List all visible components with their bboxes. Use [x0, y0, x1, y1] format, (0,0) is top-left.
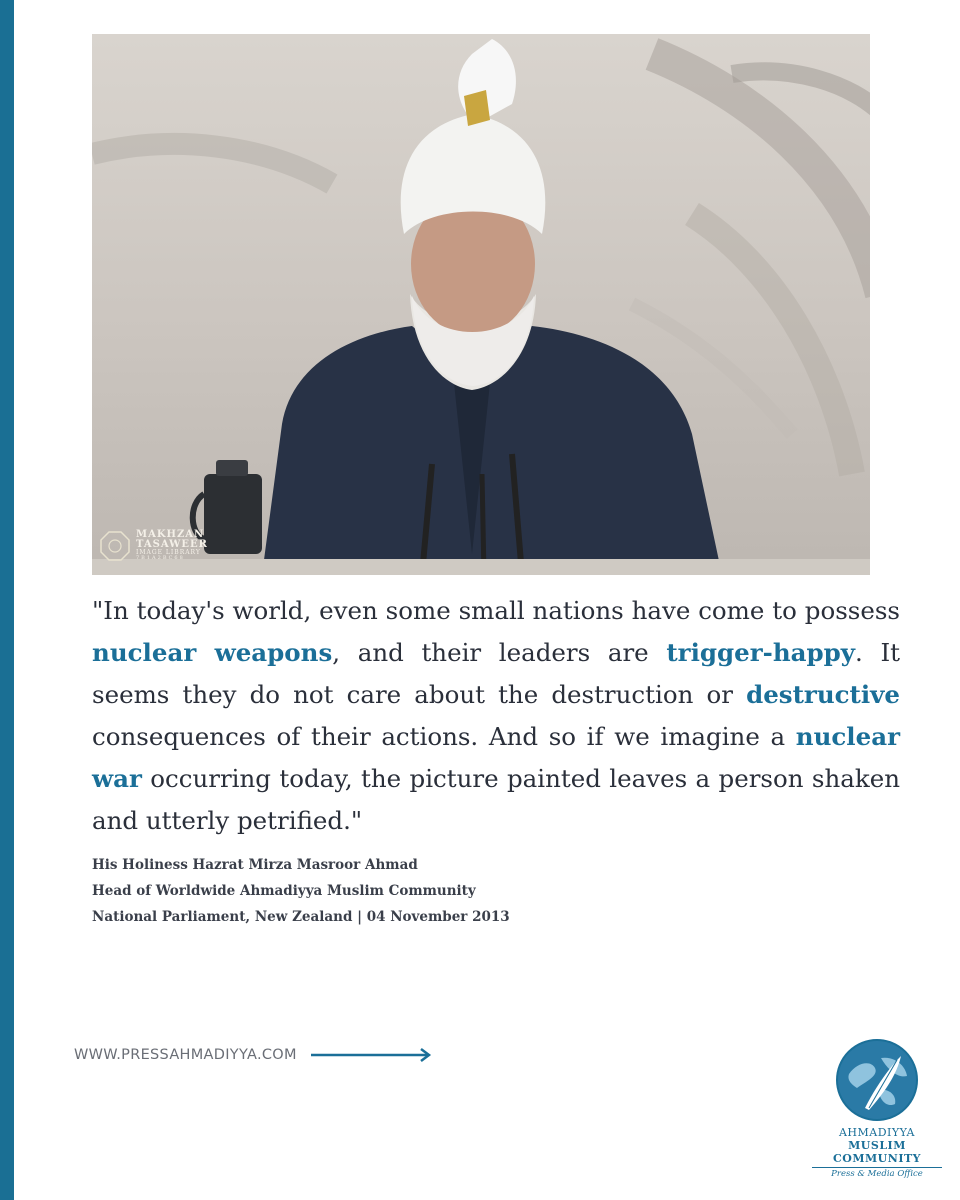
watermark-line2: TASAWEER: [136, 539, 208, 550]
quote-highlight-destructive: destructive: [746, 680, 900, 709]
quote-highlight-trigger-happy: trigger-happy: [666, 638, 856, 667]
logo-line2: MUSLIM COMMUNITY: [812, 1139, 942, 1168]
quote-highlight-nuclear-war: nuclear war: [92, 722, 900, 793]
octagon-emblem-icon: [100, 531, 130, 561]
website-link[interactable]: WWW.PRESSAHMADIYYA.COM: [74, 1047, 297, 1063]
attribution: [92, 852, 510, 930]
watermark-line4: 7B1A2BC68: [136, 555, 185, 561]
logo-line3: Press & Media Office: [831, 1169, 923, 1179]
quote-text: [92, 590, 900, 842]
community-logo: [812, 1038, 942, 1181]
logo-line1: AHMADIYYA: [838, 1126, 916, 1139]
speaker-photo: [92, 34, 870, 575]
arrow-right-icon: [311, 1047, 433, 1063]
event-info: National Parliament, New Zealand | 04 November 2013: [92, 909, 510, 925]
quote-seg1: "In today's world, even some small nations have come to possess: [92, 596, 900, 625]
watermark-line3: IMAGE LIBRARY: [136, 549, 201, 556]
image-library-watermark: [100, 530, 208, 561]
website-row: [74, 1043, 433, 1067]
quote-highlight-nuclear-weapons: nuclear weapons: [92, 638, 333, 667]
left-accent-bar: [0, 0, 14, 1200]
quote-seg4: consequences of their actions. And so if we imagine a: [92, 722, 796, 751]
quote-seg5: occurring today, the picture painted leaves a person shaken and utterly petrified.": [92, 764, 900, 835]
globe-quill-icon: [835, 1038, 919, 1122]
quote-seg2: , and their leaders are: [332, 638, 667, 667]
speaker-illustration: [92, 34, 870, 575]
quote-seg3: . It seems they do not care about the destruction or: [92, 638, 900, 709]
speaker-title: Head of Worldwide Ahmadiyya Muslim Community: [92, 883, 476, 899]
watermark-line1: MAKHZAN: [136, 529, 205, 540]
speaker-name: His Holiness Hazrat Mirza Masroor Ahmad: [92, 857, 418, 873]
